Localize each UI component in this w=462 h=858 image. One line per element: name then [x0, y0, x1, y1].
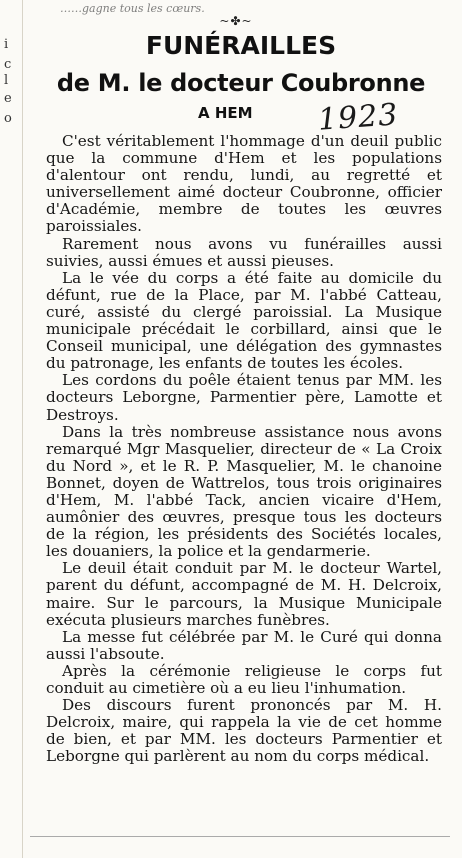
article-paragraph: Après la cérémonie religieuse le corps fut conduit au cimetière où a eu lieu l'inhumation.	[46, 661, 442, 697]
bottom-rule	[30, 836, 450, 837]
handwritten-year-annotation: 1923	[316, 97, 400, 138]
dateline-place: A HEM	[198, 104, 253, 122]
margin-mark: l	[4, 73, 9, 88]
article-paragraph: Dans la très nombreuse assistance nous avons remarqué Mgr Masquelier, directeur de « La Croix du Nord », et le R. P. Masquelier, M. le chanoine Bonnet, doyen de Wattrelos, tous trois originaires d'Hem, M. l'abbé Tack, ancien vicaire d'Hem, aumônier des œuvres, presque tous les docteurs de la région, les présidents des Sociétés locales, les douaniers, la police et la gendarmerie.	[46, 422, 442, 561]
headline-subtitle: de M. le docteur Coubronne	[56, 69, 426, 97]
previous-article-fragment: ……gagne tous les cœurs.	[60, 2, 205, 15]
article-paragraph: Des discours furent prononcés par M. H. Delcroix, maire, qui rappela la vie de cet homme de bien, et par MM. les docteurs Parmentier et Leborgne qui parlèrent au nom du corps médical.	[46, 696, 442, 766]
article-paragraph: Rarement nous avons vu funérailles aussi suivies, aussi émues et aussi pieuses.	[46, 234, 442, 270]
article-paragraph: La messe fut célébrée par M. le Curé qui donna aussi l'absoute.	[46, 627, 442, 663]
margin-mark: e	[4, 91, 12, 106]
separator-ornament: ~✤~	[219, 14, 253, 28]
margin-mark: c	[4, 57, 12, 72]
article-paragraph: Le deuil était conduit par M. le docteur Wartel, parent du défunt, accompagné de M. H. Delcroix, maire. Sur le parcours, la Musique Municipale exécuta plusieurs marches funèbres.	[46, 559, 442, 629]
article-paragraph: C'est véritablement l'hommage d'un deuil public que la commune d'Hem et les populations d'alentour ont rendu, lundi, au regretté et universellement aimé docteur Coubronne, officier d'Académie, membre de toutes les œuvres paroissiales.	[46, 132, 442, 236]
article-body	[46, 133, 442, 765]
margin-mark: i	[4, 37, 9, 52]
margin-mark: o	[4, 111, 12, 126]
article-paragraph: Les cordons du poêle étaient tenus par MM. les docteurs Leborgne, Parmentier père, Lamotte et Destroys.	[46, 371, 442, 424]
article-paragraph: La le vée du corps a été faite au domicile du défunt, rue de la Place, par M. l'abbé Catteau, curé, assisté du clergé paroissial. La Musique municipale précédait le corbillard, ainsi que le Conseil municipal, une délégation des gymnastes du patronage, les enfants de toutes les écoles.	[46, 268, 442, 373]
headline-title: FUNÉRAILLES	[145, 31, 337, 60]
left-margin-strip	[0, 0, 23, 858]
